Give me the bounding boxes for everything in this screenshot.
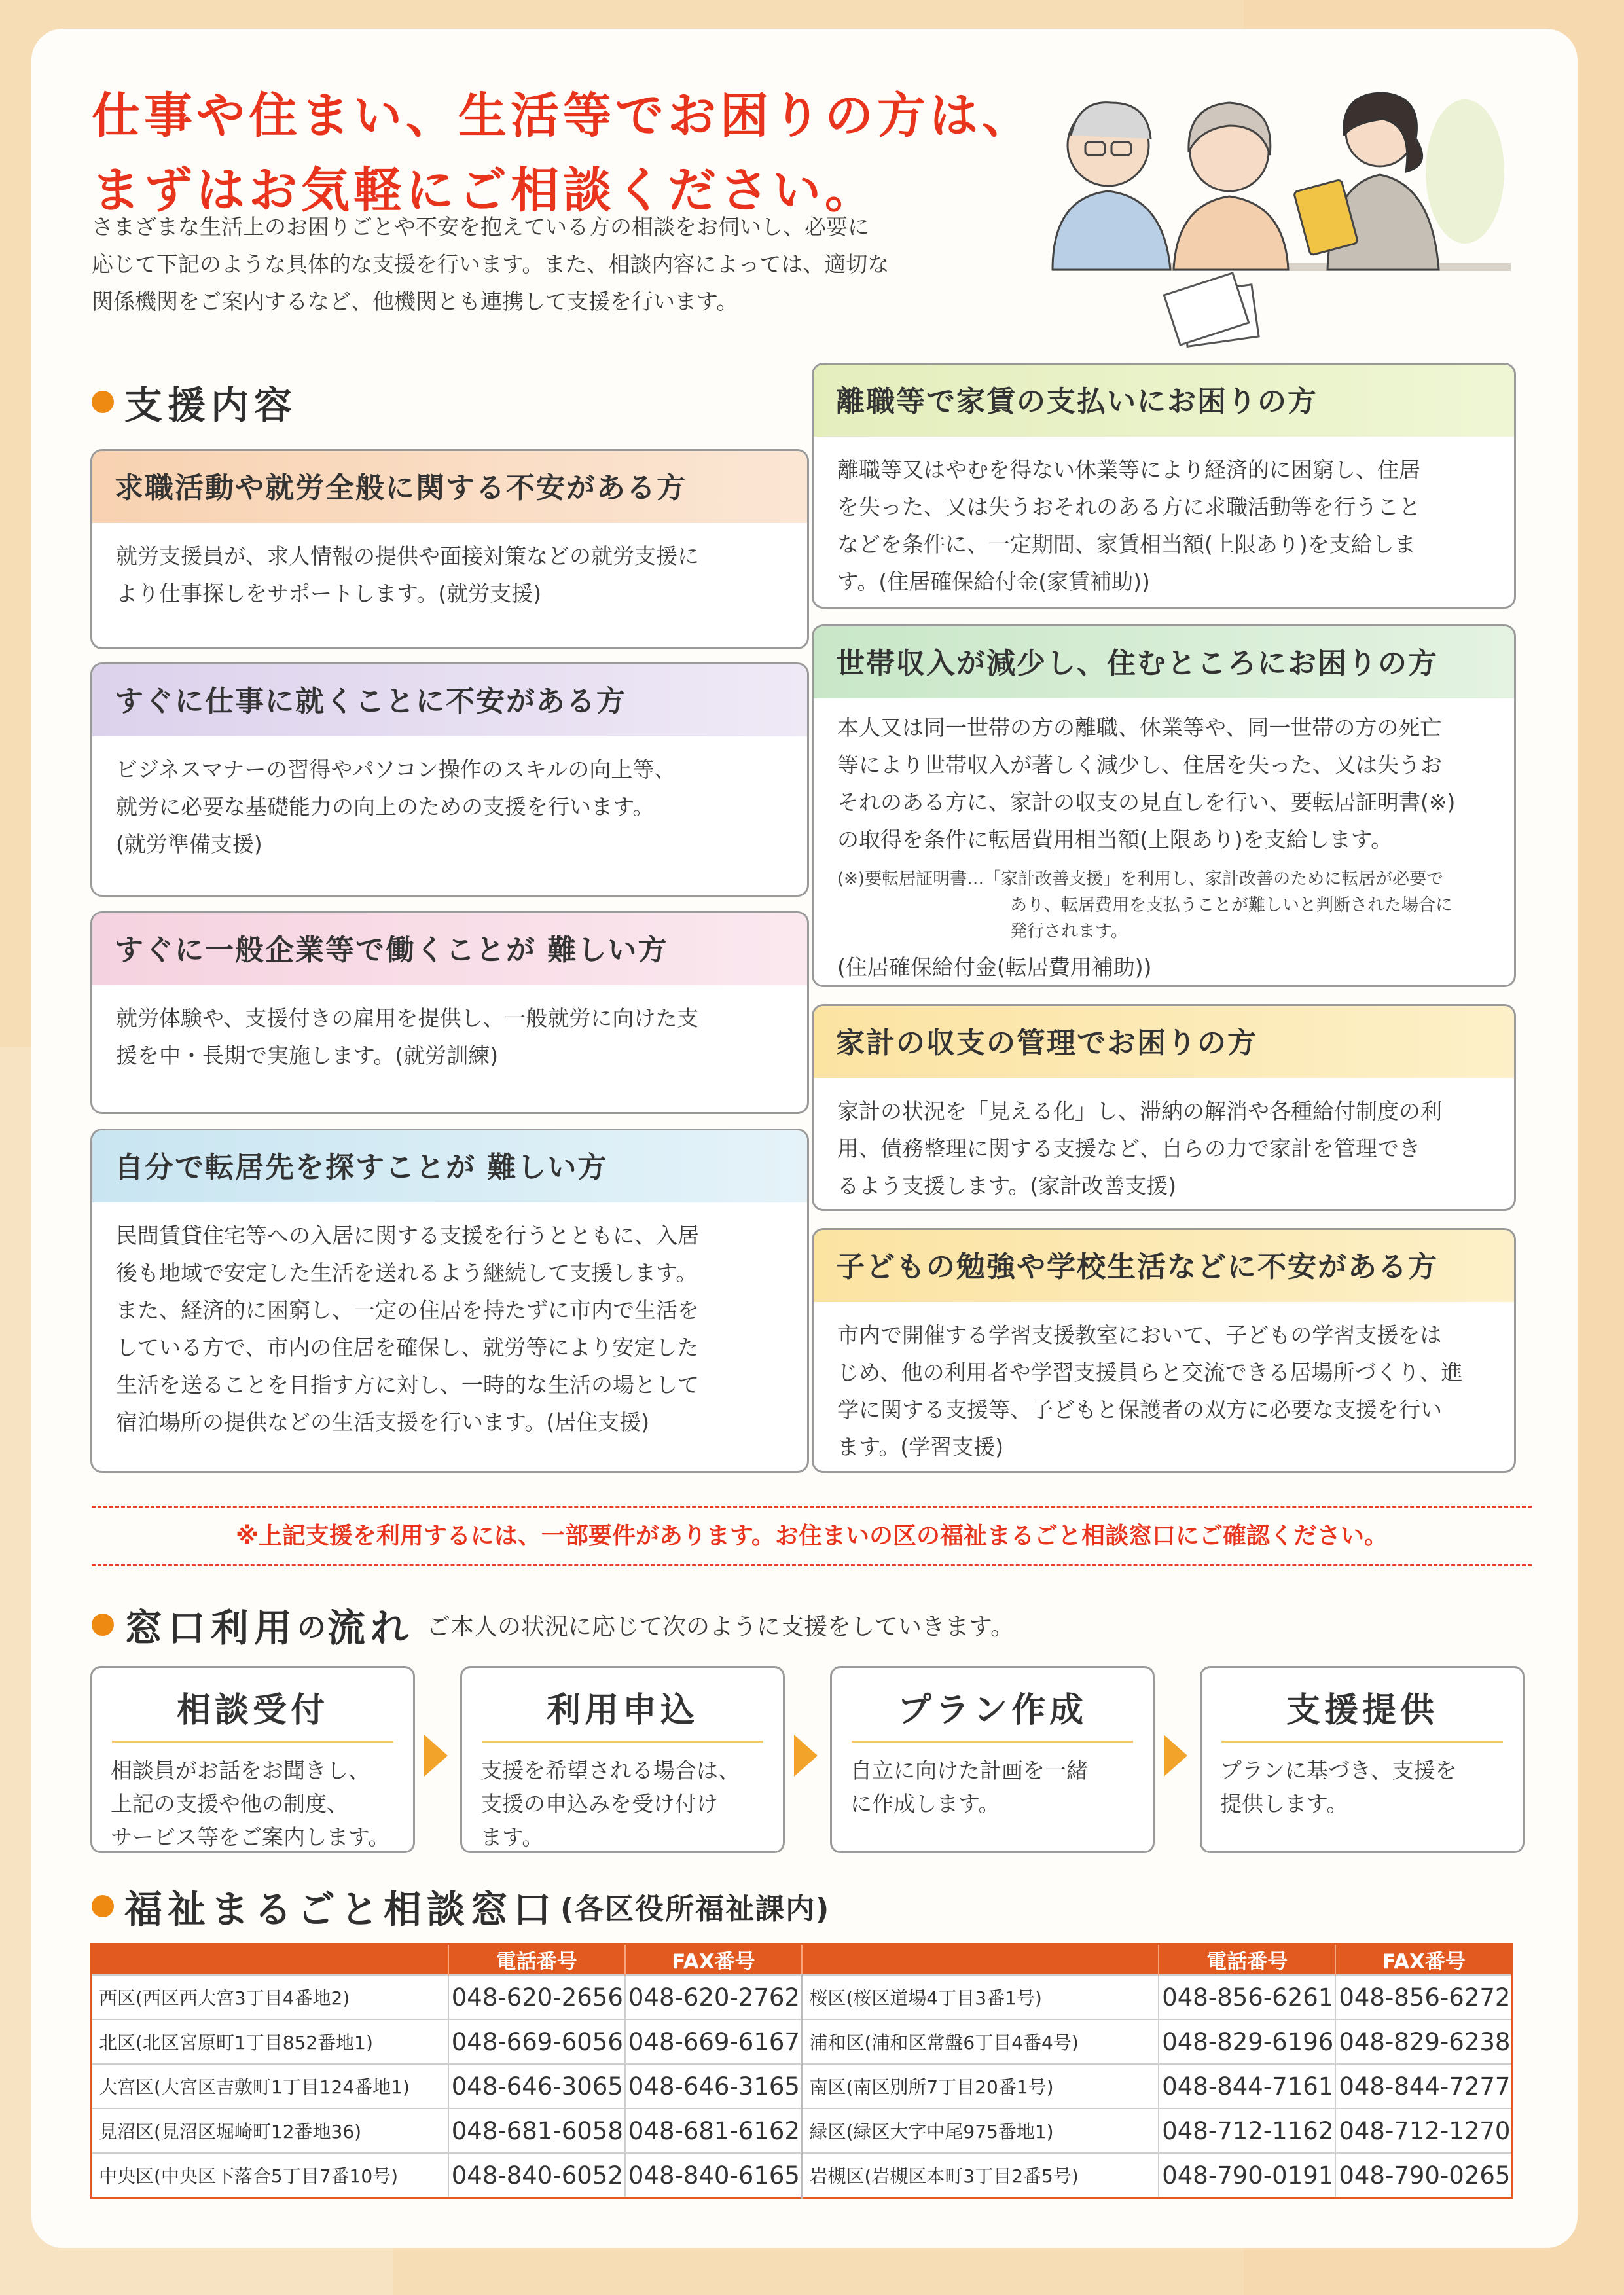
support-box-body: ビジネスマナーの習得やパソコン操作のスキルの向上等、 就労に必要な基礎能力の向上のための支援を行います。 (就労準備支援) [116,757,676,857]
support-box-relocation [812,624,1516,987]
flow-title-c: 流れ [327,1606,414,1650]
bullet-dot [92,1614,114,1636]
phone-number: 048-669-6056 [448,2019,625,2064]
table-header-tel: 電話番号 [1159,1944,1335,1976]
divider-bottom [92,1564,1532,1566]
flow-subtitle: ご本人の状況に応じて次のように支援をしていきます。 [427,1613,1015,1640]
fax-number: 048-790-0265 [1335,2153,1512,2198]
ward-office: 岩槻区(岩槻区本町3丁目2番5号) [802,2153,1159,2198]
flow-step-title: 相談受付 [112,1682,393,1743]
consultation-illustration [1013,73,1524,361]
table-row [92,2153,1513,2198]
office-section-title: 福祉まるごと相談窓口 [124,1887,557,1932]
support-box-title: すぐに仕事に就くことに不安がある方 [92,664,807,736]
support-box-body: 家計の状況を「見える化」し、滞納の解消や各種給付制度の利 用、債務整理に関する支援など、自らの力で家計を管理でき るよう支援します。(家計改善支援) [837,1098,1442,1199]
support-box-child-learning [812,1228,1516,1473]
fax-number: 048-840-6165 [625,2153,802,2198]
flow-step-title: プラン作成 [852,1682,1133,1743]
title-line-2: まずはお気軽にご相談ください。 [92,162,877,219]
support-box-job-search [90,449,809,649]
flow-step-description: 相談員がお話をお聞きし、 上記の支援や他の制度、 サービス等をご案内します。 [111,1758,390,1850]
fax-number: 048-669-6167 [625,2019,802,2064]
phone-number: 048-840-6052 [448,2153,625,2198]
support-box-title: すぐに一般企業等で働くことが 難しい方 [92,913,807,985]
support-box-household-budget [812,1004,1516,1211]
flow-section-heading [92,1597,1014,1652]
ward-office: 緑区(緑区大字中尾975番地1) [802,2108,1159,2153]
fax-number: 048-646-3165 [625,2064,802,2108]
fax-number: 048-829-6238 [1335,2019,1512,2064]
ward-office: 中央区(中央区下落合5丁目7番10号) [92,2153,448,2198]
page-title [92,79,1034,228]
phone-number: 048-856-6261 [1159,1975,1335,2019]
table-header-fax: FAX番号 [1335,1944,1512,1976]
phone-number: 048-646-3065 [448,2064,625,2108]
support-box-body: 離職等又はやむを得ない休業等により経済的に困窮し、住居 を失った、又は失うおそれのある方に求職活動等を行うこと などを条件に、一定期間、家賃相当額(上限あり)を支給しま す。(住居確保給付金(家賃補助)) [837,457,1420,594]
table-header-fax: FAX番号 [625,1944,802,1976]
flow-step-application [460,1666,785,1853]
arrow-right-icon [1164,1735,1187,1777]
ward-office: 西区(西区西大宮3丁目4番地2) [92,1975,448,2019]
fax-number: 048-712-1270 [1335,2108,1512,2153]
fax-number: 048-681-6162 [625,2108,802,2153]
ward-office: 大宮区(大宮区吉敷町1丁目124番地1) [92,2064,448,2108]
table-row [92,2019,1513,2064]
flow-title-a: 窓口利用 [124,1606,298,1650]
arrow-right-icon [794,1735,818,1777]
support-section-title: 支援内容 [124,383,298,427]
ward-office: 浦和区(浦和区常盤6丁目4番4号) [802,2019,1159,2064]
table-header-row [92,1944,1513,1976]
table-header-blank [92,1944,448,1976]
divider-top [92,1506,1532,1508]
table-header-blank [802,1944,1159,1976]
title-line-1: 仕事や住まい、生活等でお困りの方は、 [92,88,1034,144]
support-box-rent [812,363,1516,609]
flow-step-support [1200,1666,1525,1853]
requirements-notice: ※上記支援を利用するには、一部要件があります。お住まいの区の福祉まるごと相談窓口にご確認ください。 [235,1523,1388,1549]
flow-step-title: 利用申込 [482,1682,763,1743]
flow-step-description: 支援を希望される場合は、 支援の申込みを受け付け ます。 [480,1758,740,1850]
flow-step-planning [830,1666,1155,1853]
office-section-subtitle: (各区役所福祉課内) [560,1892,831,1926]
intro-line: 関係機関をご案内するなど、他機関とも連携して支援を行います。 [92,289,738,314]
support-box-body: 市内で開催する学習支援教室において、子どもの学習支援をは じめ、他の利用者や学習支援員らと交流できる居場所づくり、進 学に関する支援等、子どもと保護者の双方に必要な支援を行い ます。(学習支援) [837,1322,1463,1460]
support-box-title: 子どもの勉強や学校生活などに不安がある方 [814,1230,1514,1302]
phone-number: 048-620-2656 [448,1975,625,2019]
flow-step-description: 自立に向けた計画を一緒 に作成します。 [850,1758,1088,1816]
phone-number: 048-681-6058 [448,2108,625,2153]
intro-text [92,208,1008,320]
intro-line: さまざまな生活上のお困りごとや不安を抱えている方の相談をお伺いし、必要に [92,214,869,240]
phone-number: 048-844-7161 [1159,2064,1335,2108]
support-box-title: 離職等で家賃の支払いにお困りの方 [814,365,1514,437]
flow-title-b: の [297,1611,328,1644]
support-box-title: 家計の収支の管理でお困りの方 [814,1006,1514,1078]
phone-number: 048-829-6196 [1159,2019,1335,2064]
support-box-work-readiness [90,662,809,897]
flow-step-consultation [90,1666,415,1853]
phone-number: 048-712-1162 [1159,2108,1335,2153]
support-box-title: 世帯収入が減少し、住むところにお困りの方 [814,626,1514,698]
arrow-right-icon [424,1735,448,1777]
support-section-heading [92,374,297,429]
intro-line: 応じて下記のような具体的な支援を行います。また、相談内容によっては、適切な [92,251,890,277]
support-box-job-training [90,911,809,1114]
support-box-title: 自分で転居先を探すことが 難しい方 [92,1130,807,1202]
support-box-body: 本人又は同一世帯の方の離職、休業等や、同一世帯の方の死亡 等により世帯収入が著しく減少し、住居を失った、又は失うお それのある方に、家計の収支の見直しを行い、要転居証明書(※) の取得を条件に転居費用相当額(上限あり)を支給します。 (※)要転居証明書…「家計改善支援」を利用し、家計改善のために転居が必要で あり、転居費用を支払うことが難しいと判断された場合に 発行されます。 (住居確保給付金(転居費用補助)) [814,698,1514,986]
bullet-dot [92,391,114,413]
flow-step-title: 支援提供 [1221,1682,1503,1743]
office-section-heading [92,1879,830,1934]
relocation-footnote: (※)要転居証明書…「家計改善支援」を利用し、家計改善のために転居が必要で あり、転居費用を支払うことが難しいと判断された場合に 発行されます。 [837,869,1453,941]
flow-step-description: プランに基づき、支援を 提供します。 [1220,1758,1457,1816]
support-box-housing [90,1129,809,1473]
office-contact-table [90,1943,1513,2199]
fax-number: 048-844-7277 [1335,2064,1512,2108]
support-box-body: 就労体験や、支援付きの雇用を提供し、一般就労に向けた支 援を中・長期で実施します。(就労訓練) [116,1005,699,1068]
fax-number: 048-856-6272 [1335,1975,1512,2019]
ward-office: 見沼区(見沼区堀崎町12番地36) [92,2108,448,2153]
support-box-body: 民間賃貸住宅等への入居に関する支援を行うとともに、入居 後も地域で安定した生活を送れるよう継続して支援します。 また、経済的に困窮し、一定の住居を持たずに市内で生活を している方で、市内の住居を確保し、就労等により安定した 生活を送ることを目指す方に対し、一時的な生活の場として 宿泊場所の提供などの生活支援を行います。(居住支援) [116,1223,699,1435]
ward-office: 南区(南区別所7丁目20番1号) [802,2064,1159,2108]
support-box-title: 求職活動や就労全般に関する不安がある方 [92,451,807,523]
support-box-body: 就労支援員が、求人情報の提供や面接対策などの就労支援に より仕事探しをサポートします。(就労支援) [116,543,699,606]
table-row [92,1975,1513,2019]
ward-office: 桜区(桜区道場4丁目3番1号) [802,1975,1159,2019]
fax-number: 048-620-2762 [625,1975,802,2019]
bullet-dot [92,1895,114,1917]
phone-number: 048-790-0191 [1159,2153,1335,2198]
ward-office: 北区(北区宮原町1丁目852番地1) [92,2019,448,2064]
table-row [92,2108,1513,2153]
table-header-tel: 電話番号 [448,1944,625,1976]
table-row [92,2064,1513,2108]
